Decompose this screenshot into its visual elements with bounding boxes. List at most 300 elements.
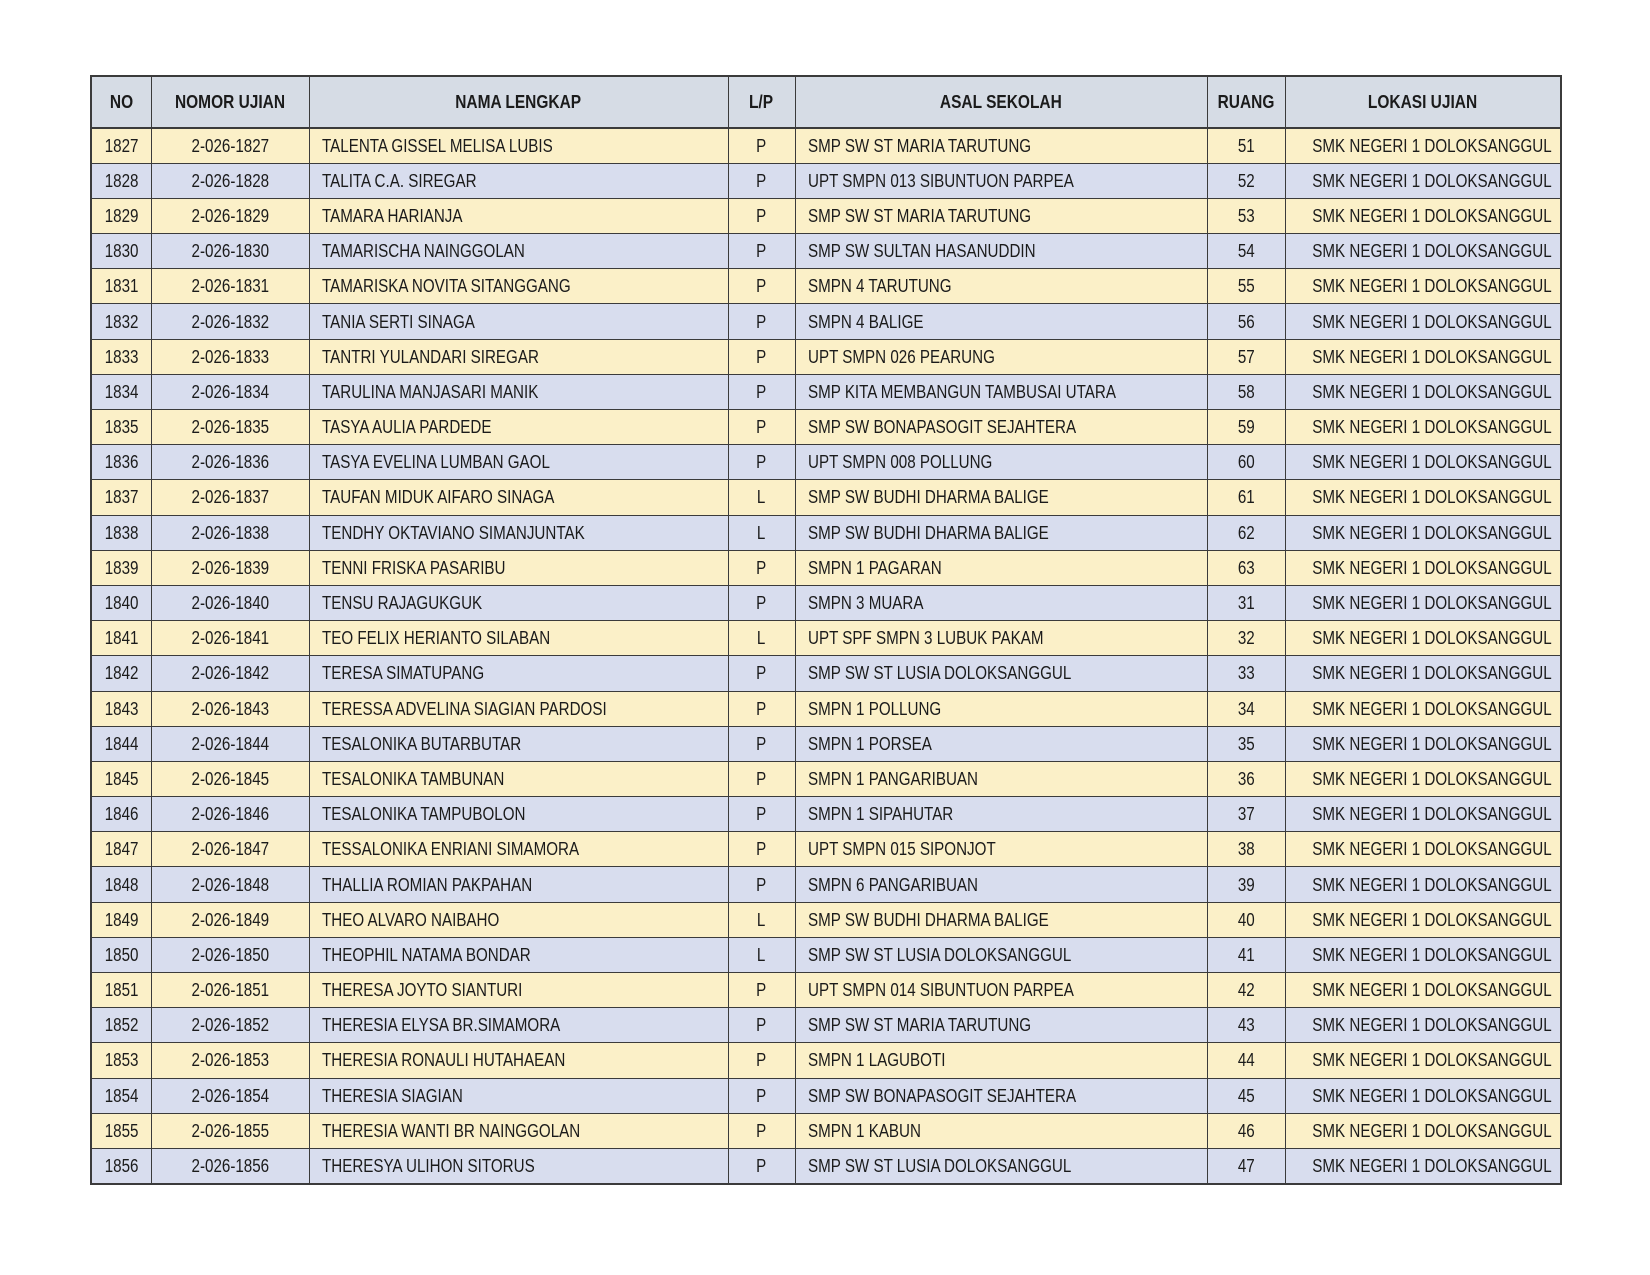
cell-lokasi-ujian: [1285, 902, 1561, 937]
table-row: [91, 691, 1561, 726]
cell-asal-sekolah: [795, 691, 1207, 726]
cell-text: TESALONIKA TAMPUBOLON: [321, 803, 525, 825]
table-row: [91, 1043, 1561, 1078]
cell-text: 1840: [104, 592, 139, 614]
cell-text: TARULINA MANJASARI MANIK: [321, 380, 538, 402]
table-row: [91, 761, 1561, 796]
cell-ruang: [1207, 1008, 1285, 1043]
cell-text: P: [756, 592, 767, 614]
cell-no: [91, 515, 151, 550]
cell-text: SMK NEGERI 1 DOLOKSANGGUL: [1311, 1119, 1552, 1141]
cell-nomor-ujian: [151, 480, 309, 515]
cell-lp: [728, 656, 795, 691]
cell-text: UPT SPF SMPN 3 LUBUK PAKAM: [807, 627, 1043, 649]
cell-nomor-ujian: [151, 198, 309, 233]
cell-asal-sekolah: [795, 163, 1207, 198]
cell-text: P: [756, 275, 767, 297]
cell-ruang: [1207, 761, 1285, 796]
cell-nomor-ujian: [151, 621, 309, 656]
cell-nama-lengkap: [309, 585, 728, 620]
cell-text: SMPN 1 LAGUBOTI: [807, 1049, 945, 1071]
cell-lp: [728, 1148, 795, 1183]
cell-nomor-ujian: [151, 797, 309, 832]
cell-text: TAMARISCHA NAINGGOLAN: [321, 240, 525, 262]
cell-nomor-ujian: [151, 339, 309, 374]
cell-text: THERESIA RONAULI HUTAHAEAN: [321, 1049, 565, 1071]
cell-text: 2-026-1831: [191, 275, 269, 297]
cell-ruang: [1207, 515, 1285, 550]
cell-text: P: [756, 873, 767, 895]
cell-lp: [728, 937, 795, 972]
cell-lokasi-ujian: [1285, 1043, 1561, 1078]
cell-text: P: [756, 803, 767, 825]
cell-text: SMK NEGERI 1 DOLOKSANGGUL: [1311, 451, 1552, 473]
cell-lp: [728, 1043, 795, 1078]
cell-text: P: [756, 1119, 767, 1141]
cell-text: TENNI FRISKA PASARIBU: [321, 556, 505, 578]
cell-text: L: [757, 943, 766, 965]
cell-text: 2-026-1827: [191, 134, 269, 156]
cell-lokasi-ujian: [1285, 445, 1561, 480]
cell-text: TESALONIKA BUTARBUTAR: [321, 732, 521, 754]
cell-nomor-ujian: [151, 867, 309, 902]
cell-asal-sekolah: [795, 1113, 1207, 1148]
cell-no: [91, 726, 151, 761]
cell-no: [91, 304, 151, 339]
cell-text: 1837: [104, 486, 139, 508]
cell-lokasi-ujian: [1285, 691, 1561, 726]
cell-text: P: [756, 697, 767, 719]
col-header-no: NO: [91, 76, 151, 128]
cell-text: L: [757, 486, 766, 508]
cell-asal-sekolah: [795, 867, 1207, 902]
cell-asal-sekolah: [795, 937, 1207, 972]
cell-text: 34: [1237, 697, 1255, 719]
cell-text: TAMARISKA NOVITA SITANGGANG: [321, 275, 571, 297]
cell-no: [91, 691, 151, 726]
cell-nama-lengkap: [309, 1148, 728, 1183]
cell-text: 2-026-1829: [191, 204, 269, 226]
cell-lp: [728, 445, 795, 480]
cell-nama-lengkap: [309, 902, 728, 937]
cell-text: 63: [1237, 556, 1255, 578]
cell-text: TEO FELIX HERIANTO SILABAN: [321, 627, 550, 649]
table-row: [91, 550, 1561, 585]
cell-ruang: [1207, 726, 1285, 761]
cell-asal-sekolah: [795, 234, 1207, 269]
cell-text: 1828: [104, 169, 139, 191]
cell-lp: [728, 339, 795, 374]
cell-lokasi-ujian: [1285, 1113, 1561, 1148]
cell-text: SMK NEGERI 1 DOLOKSANGGUL: [1311, 1014, 1552, 1036]
cell-text: 1847: [104, 838, 139, 860]
cell-nama-lengkap: [309, 973, 728, 1008]
cell-text: 1844: [104, 732, 139, 754]
cell-text: SMP SW BUDHI DHARMA BALIGE: [807, 908, 1049, 930]
cell-nama-lengkap: [309, 691, 728, 726]
cell-ruang: [1207, 1078, 1285, 1113]
cell-nomor-ujian: [151, 269, 309, 304]
cell-text: TASYA EVELINA LUMBAN GAOL: [321, 451, 550, 473]
cell-text: SMPN 1 POLLUNG: [807, 697, 941, 719]
cell-text: L: [757, 627, 766, 649]
cell-lokasi-ujian: [1285, 234, 1561, 269]
cell-text: 2-026-1832: [191, 310, 269, 332]
cell-nama-lengkap: [309, 726, 728, 761]
cell-text: 2-026-1853: [191, 1049, 269, 1071]
cell-text: 36: [1237, 767, 1255, 789]
cell-text: 2-026-1839: [191, 556, 269, 578]
table-header: [91, 76, 1561, 128]
cell-text: P: [756, 345, 767, 367]
cell-lokasi-ujian: [1285, 973, 1561, 1008]
cell-lokasi-ujian: [1285, 515, 1561, 550]
cell-text: THERESYA ULIHON SITORUS: [321, 1154, 535, 1176]
cell-text: 2-026-1850: [191, 943, 269, 965]
table-row: [91, 515, 1561, 550]
cell-text: 51: [1237, 134, 1255, 156]
cell-text: P: [756, 1049, 767, 1071]
cell-lp: [728, 973, 795, 1008]
cell-no: [91, 269, 151, 304]
cell-lp: [728, 550, 795, 585]
cell-asal-sekolah: [795, 374, 1207, 409]
cell-lokasi-ujian: [1285, 761, 1561, 796]
cell-lp: [728, 234, 795, 269]
cell-lokasi-ujian: [1285, 867, 1561, 902]
cell-asal-sekolah: [795, 726, 1207, 761]
cell-text: P: [756, 732, 767, 754]
cell-text: 2-026-1828: [191, 169, 269, 191]
cell-no: [91, 128, 151, 163]
cell-no: [91, 550, 151, 585]
cell-text: 61: [1237, 486, 1255, 508]
cell-text: 2-026-1834: [191, 380, 269, 402]
cell-nomor-ujian: [151, 832, 309, 867]
cell-text: SMK NEGERI 1 DOLOKSANGGUL: [1311, 310, 1552, 332]
cell-text: 2-026-1837: [191, 486, 269, 508]
cell-text: 1843: [104, 697, 139, 719]
cell-nama-lengkap: [309, 339, 728, 374]
cell-text: TAMARA HARIANJA: [321, 204, 462, 226]
table-row: [91, 797, 1561, 832]
cell-nama-lengkap: [309, 515, 728, 550]
cell-asal-sekolah: [795, 445, 1207, 480]
cell-text: P: [756, 1154, 767, 1176]
cell-text: UPT SMPN 013 SIBUNTUON PARPEA: [807, 169, 1074, 191]
cell-ruang: [1207, 374, 1285, 409]
cell-no: [91, 1078, 151, 1113]
cell-asal-sekolah: [795, 1008, 1207, 1043]
table-row: [91, 937, 1561, 972]
cell-text: SMPN 1 KABUN: [807, 1119, 921, 1141]
cell-nomor-ujian: [151, 304, 309, 339]
cell-ruang: [1207, 410, 1285, 445]
cell-no: [91, 410, 151, 445]
cell-lp: [728, 410, 795, 445]
cell-text: SMP KITA MEMBANGUN TAMBUSAI UTARA: [807, 380, 1116, 402]
cell-text: SMK NEGERI 1 DOLOKSANGGUL: [1311, 592, 1552, 614]
cell-lokasi-ujian: [1285, 480, 1561, 515]
cell-text: 2-026-1855: [191, 1119, 269, 1141]
cell-text: SMPN 1 PORSEA: [807, 732, 932, 754]
cell-text: 1852: [104, 1014, 139, 1036]
cell-no: [91, 973, 151, 1008]
cell-text: 1834: [104, 380, 139, 402]
cell-no: [91, 374, 151, 409]
cell-ruang: [1207, 691, 1285, 726]
cell-text: TASYA AULIA PARDEDE: [321, 416, 491, 438]
cell-text: 1835: [104, 416, 139, 438]
cell-text: P: [756, 767, 767, 789]
table-body: [91, 128, 1561, 1184]
cell-nama-lengkap: [309, 269, 728, 304]
cell-asal-sekolah: [795, 656, 1207, 691]
cell-text: 1829: [104, 204, 139, 226]
cell-lp: [728, 515, 795, 550]
cell-text: 2-026-1847: [191, 838, 269, 860]
cell-nomor-ujian: [151, 1008, 309, 1043]
cell-text: 1827: [104, 134, 139, 156]
cell-text: 2-026-1854: [191, 1084, 269, 1106]
table-row: [91, 445, 1561, 480]
cell-text: 57: [1237, 345, 1255, 367]
cell-no: [91, 585, 151, 620]
cell-text: 2-026-1845: [191, 767, 269, 789]
cell-text: 60: [1237, 451, 1255, 473]
cell-text: SMP SW ST MARIA TARUTUNG: [807, 204, 1031, 226]
table-row: [91, 656, 1561, 691]
cell-asal-sekolah: [795, 304, 1207, 339]
table-row: [91, 585, 1561, 620]
cell-text: P: [756, 1014, 767, 1036]
cell-text: 1845: [104, 767, 139, 789]
cell-nama-lengkap: [309, 234, 728, 269]
table-row: [91, 234, 1561, 269]
cell-nama-lengkap: [309, 656, 728, 691]
cell-text: 1854: [104, 1084, 139, 1106]
cell-text: SMK NEGERI 1 DOLOKSANGGUL: [1311, 943, 1552, 965]
cell-text: 31: [1237, 592, 1255, 614]
cell-no: [91, 198, 151, 233]
table-row: [91, 269, 1561, 304]
cell-nomor-ujian: [151, 726, 309, 761]
cell-nomor-ujian: [151, 937, 309, 972]
cell-asal-sekolah: [795, 761, 1207, 796]
cell-text: P: [756, 134, 767, 156]
cell-lokasi-ujian: [1285, 269, 1561, 304]
cell-no: [91, 1008, 151, 1043]
cell-text: 2-026-1848: [191, 873, 269, 895]
cell-text: SMK NEGERI 1 DOLOKSANGGUL: [1311, 767, 1552, 789]
cell-lp: [728, 269, 795, 304]
cell-nomor-ujian: [151, 585, 309, 620]
cell-no: [91, 1148, 151, 1183]
col-header-ruang: RUANG: [1207, 76, 1285, 128]
cell-text: SMP SW BUDHI DHARMA BALIGE: [807, 486, 1049, 508]
table-row: [91, 198, 1561, 233]
cell-text: TESSALONIKA ENRIANI SIMAMORA: [321, 838, 579, 860]
cell-text: TESALONIKA TAMBUNAN: [321, 767, 504, 789]
cell-lp: [728, 832, 795, 867]
cell-nama-lengkap: [309, 1043, 728, 1078]
cell-lp: [728, 304, 795, 339]
cell-text: SMK NEGERI 1 DOLOKSANGGUL: [1311, 275, 1552, 297]
cell-no: [91, 902, 151, 937]
cell-nomor-ujian: [151, 1113, 309, 1148]
cell-text: TALENTA GISSEL MELISA LUBIS: [321, 134, 553, 156]
cell-text: 54: [1237, 240, 1255, 262]
cell-text: 1851: [104, 979, 139, 1001]
cell-no: [91, 867, 151, 902]
cell-text: SMPN 4 TARUTUNG: [807, 275, 952, 297]
cell-text: P: [756, 310, 767, 332]
cell-ruang: [1207, 269, 1285, 304]
cell-text: 1831: [104, 275, 139, 297]
cell-text: 1833: [104, 345, 139, 367]
cell-text: 2-026-1843: [191, 697, 269, 719]
cell-lp: [728, 761, 795, 796]
cell-ruang: [1207, 973, 1285, 1008]
cell-ruang: [1207, 1148, 1285, 1183]
cell-lp: [728, 621, 795, 656]
cell-no: [91, 1113, 151, 1148]
cell-nomor-ujian: [151, 163, 309, 198]
cell-nama-lengkap: [309, 761, 728, 796]
cell-text: 53: [1237, 204, 1255, 226]
cell-nama-lengkap: [309, 832, 728, 867]
cell-text: TALITA C.A. SIREGAR: [321, 169, 477, 191]
cell-text: SMPN 1 PANGARIBUAN: [807, 767, 978, 789]
cell-nama-lengkap: [309, 1078, 728, 1113]
cell-text: P: [756, 169, 767, 191]
cell-lp: [728, 902, 795, 937]
cell-asal-sekolah: [795, 1148, 1207, 1183]
cell-text: 1846: [104, 803, 139, 825]
cell-ruang: [1207, 656, 1285, 691]
cell-nomor-ujian: [151, 691, 309, 726]
cell-text: SMPN 1 PAGARAN: [807, 556, 942, 578]
cell-text: SMK NEGERI 1 DOLOKSANGGUL: [1311, 1084, 1552, 1106]
cell-asal-sekolah: [795, 128, 1207, 163]
table-row: [91, 374, 1561, 409]
table-row: [91, 480, 1561, 515]
cell-asal-sekolah: [795, 585, 1207, 620]
cell-lokasi-ujian: [1285, 410, 1561, 445]
cell-text: TENSU RAJAGUKGUK: [321, 592, 482, 614]
cell-text: SMK NEGERI 1 DOLOKSANGGUL: [1311, 1154, 1552, 1176]
cell-lp: [728, 797, 795, 832]
cell-text: 38: [1237, 838, 1255, 860]
table-row: [91, 867, 1561, 902]
cell-text: 41: [1237, 943, 1255, 965]
cell-nama-lengkap: [309, 621, 728, 656]
cell-text: P: [756, 838, 767, 860]
cell-asal-sekolah: [795, 550, 1207, 585]
header-row: [91, 76, 1561, 128]
cell-text: 1830: [104, 240, 139, 262]
cell-lokasi-ujian: [1285, 304, 1561, 339]
cell-asal-sekolah: [795, 832, 1207, 867]
table-row: [91, 621, 1561, 656]
cell-nama-lengkap: [309, 1008, 728, 1043]
cell-asal-sekolah: [795, 902, 1207, 937]
cell-text: 2-026-1842: [191, 662, 269, 684]
table-row: [91, 902, 1561, 937]
cell-text: P: [756, 979, 767, 1001]
cell-lokasi-ujian: [1285, 937, 1561, 972]
cell-text: 1839: [104, 556, 139, 578]
cell-text: 47: [1237, 1154, 1255, 1176]
cell-nomor-ujian: [151, 1043, 309, 1078]
cell-text: UPT SMPN 026 PEARUNG: [807, 345, 995, 367]
table-row: [91, 304, 1561, 339]
cell-nomor-ujian: [151, 902, 309, 937]
cell-text: THEO ALVARO NAIBAHO: [321, 908, 499, 930]
cell-asal-sekolah: [795, 269, 1207, 304]
cell-asal-sekolah: [795, 973, 1207, 1008]
cell-text: 37: [1237, 803, 1255, 825]
col-header-nomor-ujian: NOMOR UJIAN: [151, 76, 309, 128]
cell-lokasi-ujian: [1285, 621, 1561, 656]
cell-text: 1856: [104, 1154, 139, 1176]
cell-nomor-ujian: [151, 374, 309, 409]
cell-text: 2-026-1835: [191, 416, 269, 438]
cell-text: THERESIA SIAGIAN: [321, 1084, 463, 1106]
cell-text: SMP SW ST MARIA TARUTUNG: [807, 134, 1031, 156]
cell-text: SMK NEGERI 1 DOLOKSANGGUL: [1311, 486, 1552, 508]
cell-text: SMP SW ST LUSIA DOLOKSANGGUL: [807, 1154, 1071, 1176]
cell-ruang: [1207, 867, 1285, 902]
cell-text: 56: [1237, 310, 1255, 332]
cell-text: 1848: [104, 873, 139, 895]
cell-text: 2-026-1838: [191, 521, 269, 543]
cell-text: THERESIA ELYSA BR.SIMAMORA: [321, 1014, 560, 1036]
cell-text: 42: [1237, 979, 1255, 1001]
cell-text: 2-026-1844: [191, 732, 269, 754]
cell-text: UPT SMPN 014 SIBUNTUON PARPEA: [807, 979, 1074, 1001]
cell-no: [91, 797, 151, 832]
cell-nama-lengkap: [309, 410, 728, 445]
cell-ruang: [1207, 902, 1285, 937]
cell-text: 2-026-1849: [191, 908, 269, 930]
cell-text: 2-026-1840: [191, 592, 269, 614]
cell-ruang: [1207, 550, 1285, 585]
cell-ruang: [1207, 128, 1285, 163]
cell-text: 2-026-1846: [191, 803, 269, 825]
cell-asal-sekolah: [795, 410, 1207, 445]
cell-asal-sekolah: [795, 339, 1207, 374]
cell-no: [91, 937, 151, 972]
cell-lokasi-ujian: [1285, 128, 1561, 163]
cell-text: SMP SW ST MARIA TARUTUNG: [807, 1014, 1031, 1036]
cell-nomor-ujian: [151, 128, 309, 163]
cell-text: 44: [1237, 1049, 1255, 1071]
cell-lp: [728, 726, 795, 761]
cell-text: TANTRI YULANDARI SIREGAR: [321, 345, 539, 367]
cell-text: SMP SW BONAPASOGIT SEJAHTERA: [807, 1084, 1076, 1106]
cell-nama-lengkap: [309, 797, 728, 832]
cell-lokasi-ujian: [1285, 550, 1561, 585]
cell-lokasi-ujian: [1285, 163, 1561, 198]
cell-text: P: [756, 451, 767, 473]
cell-text: THALLIA ROMIAN PAKPAHAN: [321, 873, 532, 895]
cell-text: SMK NEGERI 1 DOLOKSANGGUL: [1311, 662, 1552, 684]
cell-ruang: [1207, 163, 1285, 198]
cell-text: P: [756, 380, 767, 402]
cell-asal-sekolah: [795, 198, 1207, 233]
cell-text: 1850: [104, 943, 139, 965]
